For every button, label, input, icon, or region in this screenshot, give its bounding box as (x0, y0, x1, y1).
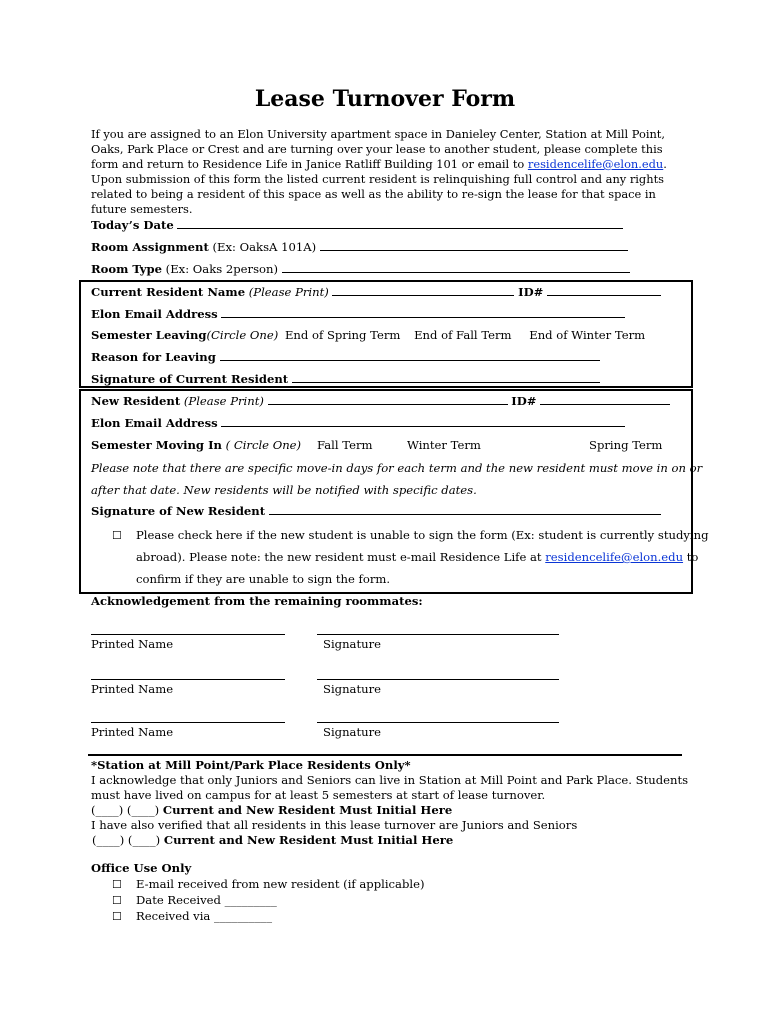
current-signature-field[interactable] (91, 372, 600, 386)
new-email-label: Elon Email Address (91, 416, 218, 430)
current-resident-name-line[interactable] (332, 285, 514, 296)
move-in-note-line2: after that date. New residents will be notified with specific dates. (91, 483, 477, 497)
room-type-label: Room Type (91, 262, 162, 276)
unable-to-sign-checkbox[interactable]: ☐ (112, 529, 122, 542)
station-line1: I acknowledge that only Juniors and Seniors can live in Station at Mill Point and Park Place. Students (91, 773, 689, 787)
current-resident-id-line[interactable] (547, 285, 661, 296)
new-signature-field[interactable] (91, 504, 661, 518)
office-checkbox-1[interactable]: ☐ (112, 878, 122, 891)
checkbox-text-line2b: to (683, 550, 699, 564)
new-signature-line[interactable] (269, 504, 661, 515)
current-email-line[interactable] (221, 307, 625, 318)
semester-leaving-label: Semester Leaving (91, 328, 207, 342)
option-fall-term[interactable]: Fall Term (317, 438, 373, 452)
checkbox-text-line1: Please check here if the new student is unable to sign the form (Ex: student is currently studying (136, 528, 709, 542)
current-signature-line[interactable] (292, 372, 600, 383)
todays-date-label: Today’s Date (91, 218, 174, 232)
initials-blanks-2[interactable]: (____) (____) (92, 833, 161, 847)
new-resident-name-label: New Resident (91, 394, 181, 408)
current-email-label: Elon Email Address (91, 307, 218, 321)
reason-leaving-field[interactable] (91, 350, 600, 364)
residence-life-email-link[interactable]: residencelife@elon.edu (527, 157, 664, 171)
checkbox-text-line2a: abroad). Please note: the new resident must e-mail Residence Life at (136, 550, 546, 564)
new-email-field[interactable] (91, 416, 625, 430)
semester-moving-in-label: Semester Moving In (91, 438, 222, 452)
station-line3: I have also verified that all residents in this lease turnover are Juniors and Seniors (91, 818, 578, 832)
signature-line-2[interactable] (317, 679, 559, 680)
current-signature-label: Signature of Current Resident (91, 372, 289, 386)
reason-leaving-label: Reason for Leaving (91, 350, 216, 364)
move-in-note-line1: Please note that there are specific move-in days for each term and the new resident must move in on or (91, 461, 703, 475)
semester-moving-in-field (91, 438, 671, 452)
section-divider (88, 754, 682, 756)
new-resident-name-field[interactable] (91, 394, 670, 408)
signature-label-3: Signature (323, 725, 381, 739)
new-resident-name-hint: (Please Print) (183, 394, 264, 408)
station-heading: *Station at Mill Point/Park Place Residents Only* (91, 758, 411, 772)
new-email-line[interactable] (221, 416, 625, 427)
form-title: Lease Turnover Form (254, 86, 516, 112)
signature-label-1: Signature (323, 637, 381, 651)
office-item-2: Date Received _________ (136, 893, 277, 907)
station-initials-2[interactable] (92, 833, 453, 847)
initials-blanks-1[interactable]: (____) (____) (91, 803, 160, 817)
station-line2: must have lived on campus for at least 5 semesters at start of lease turnover. (91, 788, 546, 802)
new-resident-name-line[interactable] (268, 394, 508, 405)
option-end-winter[interactable]: End of Winter Term (529, 328, 646, 342)
room-type-hint: (Ex: Oaks 2person) (165, 262, 278, 276)
station-initials-1[interactable] (91, 803, 452, 817)
checkbox-text-line2 (136, 550, 698, 564)
room-assignment-line[interactable] (320, 240, 628, 251)
current-resident-id-label: ID# (518, 285, 544, 299)
room-assignment-field[interactable] (91, 240, 628, 254)
semester-moving-in-hint: ( Circle One) (225, 438, 302, 452)
printed-name-line-1[interactable] (91, 634, 285, 635)
signature-line-1[interactable] (317, 634, 559, 635)
checkbox-text-line3: confirm if they are unable to sign the form. (136, 572, 391, 586)
current-resident-name-hint: (Please Print) (248, 285, 329, 299)
option-winter-term[interactable]: Winter Term (407, 438, 481, 452)
reason-leaving-line[interactable] (220, 350, 600, 361)
room-type-field[interactable] (91, 262, 630, 276)
office-item-3: Received via __________ (136, 909, 272, 923)
room-type-line[interactable] (282, 262, 630, 273)
semester-leaving-hint: (Circle One) (206, 328, 279, 342)
office-use-heading: Office Use Only (91, 861, 192, 875)
room-assignment-label: Room Assignment (91, 240, 209, 254)
initials-label-1: Current and New Resident Must Initial Here (162, 803, 453, 817)
office-checkbox-2[interactable]: ☐ (112, 894, 122, 907)
intro-paragraph (91, 127, 681, 217)
new-signature-label: Signature of New Resident (91, 504, 266, 518)
current-resident-name-field[interactable] (91, 285, 661, 299)
semester-leaving-field (91, 328, 645, 342)
office-item-1: E-mail received from new resident (if applicable) (136, 877, 425, 891)
printed-name-line-2[interactable] (91, 679, 285, 680)
intro-text-2: . Upon submission of this form the listed current resident is relinquishing full control and any rights related to being a resident of this space as well as the ability to re-sign the lease for that space in future semesters. (91, 157, 667, 216)
new-resident-id-label: ID# (511, 394, 537, 408)
printed-name-label-1: Printed Name (91, 637, 174, 651)
option-end-fall[interactable]: End of Fall Term (414, 328, 512, 342)
initials-label-2: Current and New Resident Must Initial Here (163, 833, 454, 847)
printed-name-label-3: Printed Name (91, 725, 174, 739)
ack-heading: Acknowledgement from the remaining roommates: (91, 594, 423, 608)
printed-name-label-2: Printed Name (91, 682, 174, 696)
signature-line-3[interactable] (317, 722, 559, 723)
signature-label-2: Signature (323, 682, 381, 696)
todays-date-line[interactable] (177, 218, 623, 229)
room-assignment-hint: (Ex: OaksA 101A) (212, 240, 317, 254)
todays-date-field[interactable] (91, 218, 623, 232)
printed-name-line-3[interactable] (91, 722, 285, 723)
intro-text-1: If you are assigned to an Elon University apartment space in Danieley Center, Station at Mill Point, Oaks, Park Place or Crest and are turning over your lease to another student, please complete this form and return to Residence Life in Janice Ratliff Building 101 or email to (91, 127, 666, 171)
checkbox-email-link[interactable]: residencelife@elon.edu (545, 550, 684, 564)
option-end-spring[interactable]: End of Spring Term (284, 328, 401, 342)
new-resident-id-line[interactable] (540, 394, 670, 405)
current-email-field[interactable] (91, 307, 625, 321)
office-checkbox-3[interactable]: ☐ (112, 910, 122, 923)
current-resident-name-label: Current Resident Name (91, 285, 246, 299)
option-spring-term[interactable]: Spring Term (589, 438, 663, 452)
